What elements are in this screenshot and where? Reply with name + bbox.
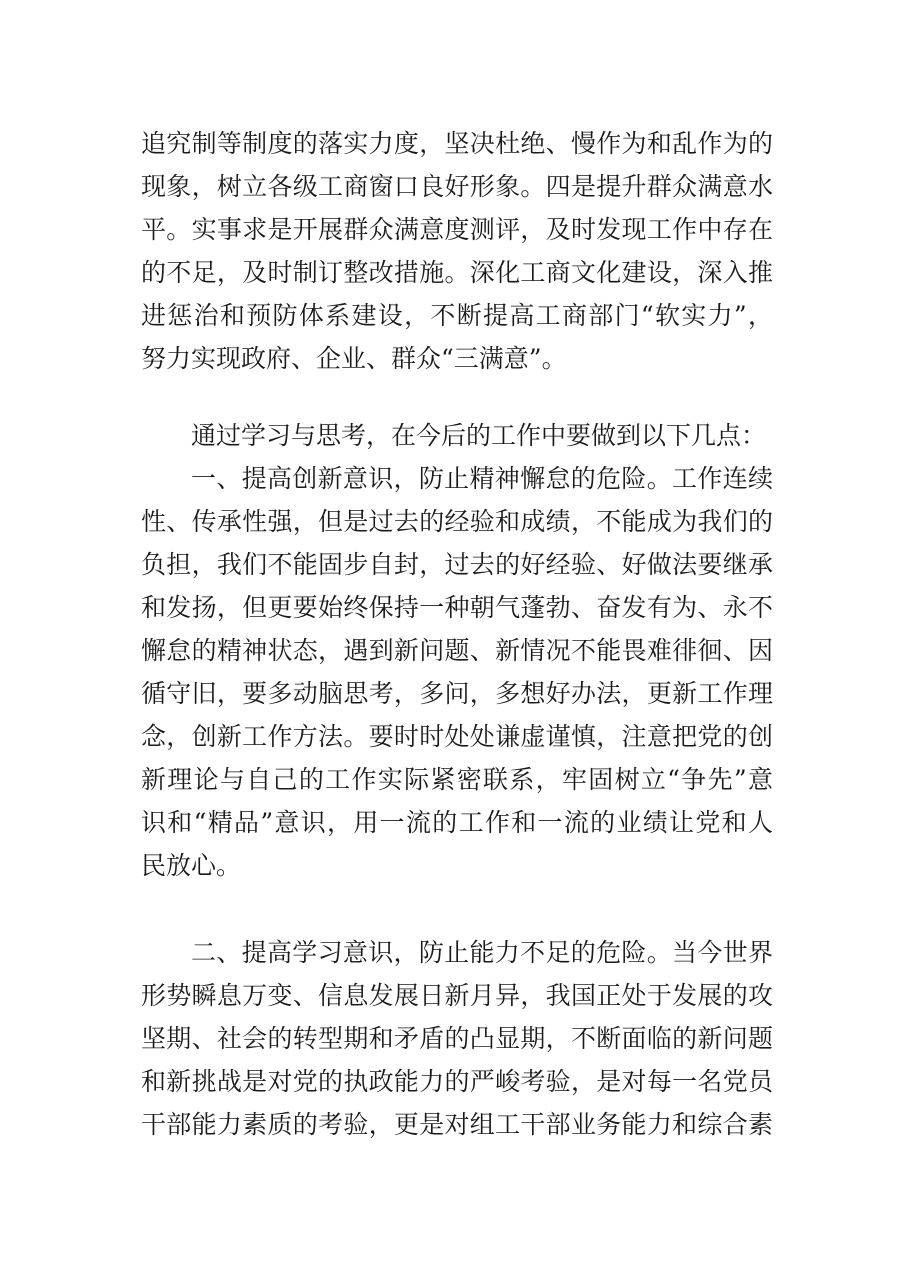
text-line: 坚期、社会的转型期和矛盾的凸显期，不断面临的新问题 xyxy=(141,1024,773,1053)
text-line: 民放心。 xyxy=(141,851,242,880)
paragraph-first-line: 通过学习与思考，在今后的工作中要做到以下几点： xyxy=(191,421,767,450)
text-line: 懈怠的精神状态，遇到新问题、新情况不能畏难徘徊、因 xyxy=(141,636,773,665)
text-line: 新理论与自己的工作实际紧密联系，牢固树立“争先”意 xyxy=(141,765,773,794)
text-line: 进惩治和预防体系建设，不断提高工商部门“软实力”， xyxy=(141,301,773,330)
paragraph-first-line: 一、提高创新意识，防止精神懈怠的危险。工作连续 xyxy=(191,464,773,493)
text-line: 循守旧，要多动脑思考，多问，多想好办法，更新工作理 xyxy=(141,679,773,708)
text-line: 干部能力素质的考验，更是对组工干部业务能力和综合素 xyxy=(141,1110,773,1139)
text-line: 和新挑战是对党的执政能力的严峻考验，是对每一名党员 xyxy=(141,1067,773,1096)
text-line: 性、传承性强，但是过去的经验和成绩，不能成为我们的 xyxy=(141,507,773,536)
text-line: 和发扬，但更要始终保持一种朝气蓬勃、奋发有为、永不 xyxy=(141,593,773,622)
text-line: 现象，树立各级工商窗口良好形象。四是提升群众满意水 xyxy=(141,172,773,201)
text-line: 追究制等制度的落实力度，坚决杜绝、慢作为和乱作为的 xyxy=(141,129,773,158)
text-line: 平。实事求是开展群众满意度测评，及时发现工作中存在 xyxy=(141,215,773,244)
text-line: 识和“精品”意识，用一流的工作和一流的业绩让党和人 xyxy=(141,808,773,837)
text-line: 的不足，及时制订整改措施。深化工商文化建设，深入推 xyxy=(141,258,773,287)
text-line: 负担，我们不能固步自封，过去的好经验、好做法要继承 xyxy=(141,550,773,579)
text-line: 形势瞬息万变、信息发展日新月异，我国正处于发展的攻 xyxy=(141,981,773,1010)
text-line: 念，创新工作方法。要时时处处谦虚谨慎，注意把党的创 xyxy=(141,722,773,751)
text-line: 努力实现政府、企业、群众“三满意”。 xyxy=(141,344,567,373)
paragraph-first-line: 二、提高学习意识，防止能力不足的危险。当今世界 xyxy=(191,938,773,967)
